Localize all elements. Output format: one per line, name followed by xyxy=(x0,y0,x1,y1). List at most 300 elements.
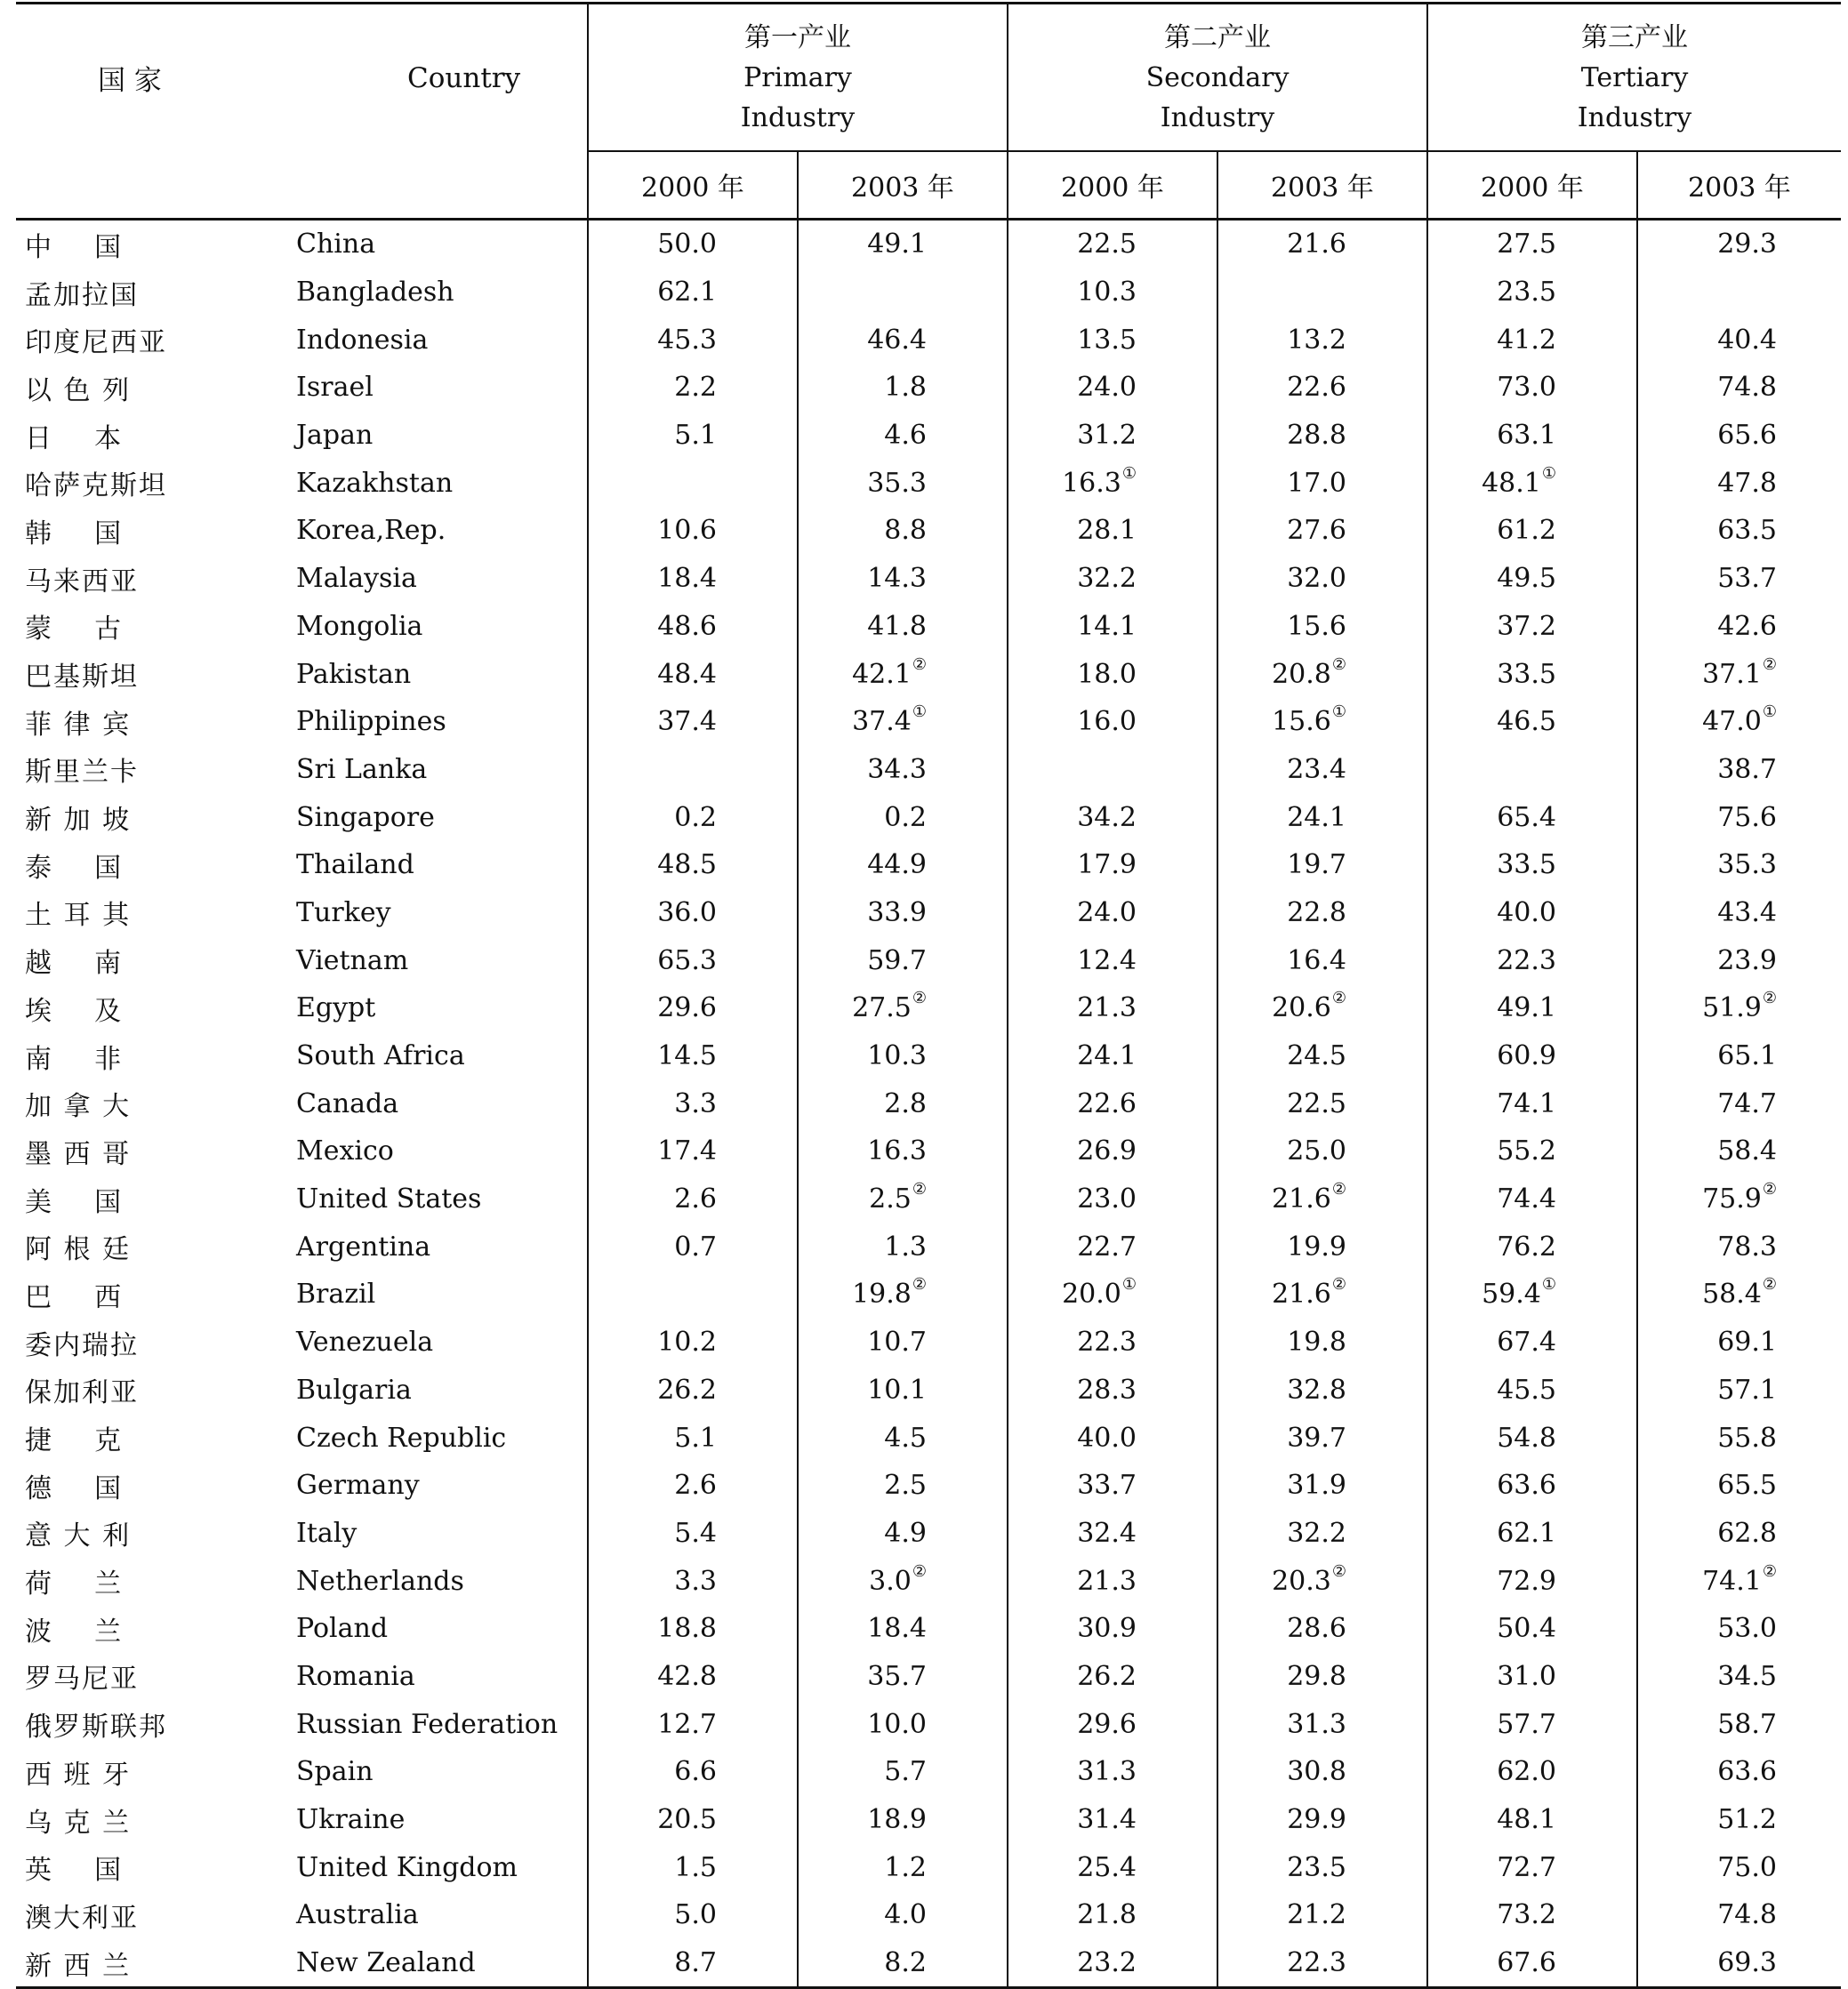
value-cell xyxy=(1637,1653,1841,1701)
country-name-cn: 日 本 xyxy=(25,422,124,454)
country-name-cn: 捷 克 xyxy=(25,1425,124,1457)
value-cell xyxy=(1217,984,1427,1032)
value-cell xyxy=(1427,1367,1637,1415)
value-text: 36.0 xyxy=(657,896,717,928)
country-name-en: Singapore xyxy=(296,801,435,833)
value-cell xyxy=(1427,1462,1637,1510)
value-text: 31.9 xyxy=(1287,1470,1346,1502)
country-name-cn: 越 南 xyxy=(25,948,124,980)
value-cell xyxy=(1217,793,1427,841)
value-cell xyxy=(1008,1175,1217,1223)
value-cell xyxy=(1217,269,1427,317)
value-text: 21.6 xyxy=(1287,229,1346,261)
value-cell xyxy=(1008,793,1217,841)
table-row xyxy=(16,1700,1841,1748)
value-cell xyxy=(1427,1653,1637,1701)
value-cell xyxy=(1637,603,1841,651)
value-text: 31.3 xyxy=(1077,1756,1137,1788)
value-text: 75.9 xyxy=(1702,1183,1762,1215)
value-text: 17.9 xyxy=(1077,849,1137,881)
value-cell xyxy=(798,1367,1008,1415)
value-text: 61.2 xyxy=(1497,515,1556,547)
value-cell xyxy=(1008,364,1217,412)
value-text: 1.5 xyxy=(674,1851,717,1883)
value-text: 37.4 xyxy=(657,706,717,738)
value-cell xyxy=(1217,1271,1427,1319)
value-cell xyxy=(1008,1796,1217,1844)
value-cell xyxy=(1637,1748,1841,1796)
footnote-marker: ② xyxy=(1331,1180,1346,1199)
value-text: 5.4 xyxy=(674,1517,717,1549)
country-name-cn: 委内瑞拉 xyxy=(25,1329,139,1361)
country-name-en: Australia xyxy=(296,1899,419,1931)
value-text: 2.2 xyxy=(674,372,717,404)
value-cell xyxy=(1637,936,1841,984)
value-cell xyxy=(588,889,798,937)
value-text: 60.9 xyxy=(1497,1040,1556,1072)
value-text: 34.2 xyxy=(1077,801,1137,833)
value-text: 24.1 xyxy=(1287,801,1346,833)
value-text: 3.3 xyxy=(674,1565,717,1597)
value-text: 17.0 xyxy=(1287,467,1346,499)
footnote-marker: ② xyxy=(912,1275,927,1295)
value-cell xyxy=(1427,1175,1637,1223)
value-text: 18.0 xyxy=(1077,658,1137,690)
value-text: 48.1 xyxy=(1497,1804,1556,1836)
country-name-cn: 阿 根 廷 xyxy=(25,1234,132,1266)
country-name-en: Thailand xyxy=(296,849,414,881)
country-name-en: Kazakhstan xyxy=(296,467,454,499)
industry-share-table xyxy=(16,2,1841,1989)
value-text: 72.7 xyxy=(1497,1851,1556,1883)
table-row xyxy=(16,1510,1841,1558)
value-cell xyxy=(798,889,1008,937)
value-text: 63.5 xyxy=(1717,515,1777,547)
value-cell xyxy=(1427,1271,1637,1319)
value-text: 10.1 xyxy=(867,1374,927,1406)
country-name-en: Germany xyxy=(296,1470,420,1502)
value-cell xyxy=(798,1319,1008,1367)
value-cell xyxy=(1008,1367,1217,1415)
value-text: 31.3 xyxy=(1287,1708,1346,1740)
value-cell xyxy=(588,220,798,269)
value-cell xyxy=(1217,1510,1427,1558)
country-name-cn: 西 班 牙 xyxy=(25,1759,132,1791)
tertiary-industry-header xyxy=(1427,4,1841,152)
value-text: 26.2 xyxy=(657,1374,717,1406)
country-name-cn: 波 兰 xyxy=(25,1616,124,1648)
table-row xyxy=(16,1271,1841,1319)
value-text: 8.8 xyxy=(884,515,927,547)
value-text: 74.8 xyxy=(1717,1899,1777,1931)
value-text: 48.6 xyxy=(657,610,717,642)
value-cell xyxy=(1637,1032,1841,1080)
value-text: 51.9 xyxy=(1702,992,1762,1024)
value-text: 19.7 xyxy=(1287,849,1346,881)
value-text: 4.6 xyxy=(884,420,927,452)
value-cell xyxy=(1427,364,1637,412)
value-text: 14.3 xyxy=(867,563,927,595)
country-name-cn: 土 耳 其 xyxy=(25,900,132,932)
secondary-industry-en2: Industry xyxy=(1160,101,1275,133)
value-cell xyxy=(798,984,1008,1032)
value-cell xyxy=(1427,746,1637,794)
value-cell xyxy=(1217,316,1427,364)
footnote-marker: ① xyxy=(1762,702,1777,722)
value-cell xyxy=(588,1653,798,1701)
value-cell xyxy=(798,1079,1008,1127)
value-text: 24.1 xyxy=(1077,1040,1137,1072)
table-row xyxy=(16,1653,1841,1701)
table-row xyxy=(16,746,1841,794)
value-cell xyxy=(798,364,1008,412)
value-cell xyxy=(1427,1843,1637,1891)
value-cell xyxy=(1217,650,1427,698)
value-cell xyxy=(1637,555,1841,603)
table-row xyxy=(16,220,1841,269)
value-text: 47.8 xyxy=(1717,467,1777,499)
value-text: 2.6 xyxy=(674,1183,717,1215)
value-text: 50.4 xyxy=(1497,1613,1556,1645)
value-text: 22.5 xyxy=(1077,229,1137,261)
value-text: 19.8 xyxy=(1287,1327,1346,1359)
value-text: 46.5 xyxy=(1497,706,1556,738)
country-name-en: Spain xyxy=(296,1756,374,1788)
value-cell xyxy=(1217,1127,1427,1175)
value-cell xyxy=(1217,936,1427,984)
value-cell xyxy=(1637,507,1841,555)
country-name-cn: 巴基斯坦 xyxy=(25,662,139,694)
year-header: 2000 年 xyxy=(1427,151,1637,220)
country-name-en: Sri Lanka xyxy=(296,753,428,785)
value-text: 23.2 xyxy=(1077,1947,1137,1979)
table-row xyxy=(16,1939,1841,1988)
value-text: 57.1 xyxy=(1717,1374,1777,1406)
value-text: 10.3 xyxy=(867,1040,927,1072)
table-row xyxy=(16,698,1841,746)
value-text: 74.1 xyxy=(1702,1565,1762,1597)
value-text: 25.0 xyxy=(1287,1135,1346,1167)
value-text: 10.7 xyxy=(867,1327,927,1359)
value-cell xyxy=(588,1319,798,1367)
value-cell xyxy=(1217,841,1427,889)
value-cell xyxy=(1008,841,1217,889)
value-text: 23.0 xyxy=(1077,1183,1137,1215)
value-cell xyxy=(798,220,1008,269)
value-cell xyxy=(1427,984,1637,1032)
value-cell xyxy=(1637,1175,1841,1223)
value-cell xyxy=(1427,1079,1637,1127)
footnote-marker: ① xyxy=(1541,1275,1556,1295)
country-name-en: Russian Federation xyxy=(296,1708,558,1740)
value-cell xyxy=(1008,1700,1217,1748)
value-text: 62.8 xyxy=(1717,1517,1777,1549)
value-text: 10.3 xyxy=(1077,277,1137,309)
table-row xyxy=(16,1223,1841,1271)
value-cell xyxy=(798,412,1008,460)
value-text: 22.3 xyxy=(1497,944,1556,976)
country-name-en: New Zealand xyxy=(274,1939,588,1988)
value-cell xyxy=(1008,1748,1217,1796)
country-name-en: Romania xyxy=(296,1660,415,1692)
value-cell xyxy=(798,1223,1008,1271)
value-cell xyxy=(1637,1319,1841,1367)
value-text: 45.5 xyxy=(1497,1374,1556,1406)
value-text: 20.5 xyxy=(657,1804,717,1836)
value-cell xyxy=(588,1462,798,1510)
value-cell xyxy=(798,507,1008,555)
value-text: 41.8 xyxy=(867,610,927,642)
country-name-cn: 罗马尼亚 xyxy=(25,1664,139,1696)
country-name-en: Canada xyxy=(296,1087,399,1119)
value-text: 19.9 xyxy=(1287,1231,1346,1263)
value-cell xyxy=(1008,459,1217,507)
value-cell xyxy=(1427,698,1637,746)
value-text: 5.1 xyxy=(674,1422,717,1454)
value-cell xyxy=(798,1653,1008,1701)
table-row xyxy=(16,1127,1841,1175)
value-cell xyxy=(588,746,798,794)
value-cell xyxy=(588,1557,798,1605)
footnote-marker: ② xyxy=(1331,989,1346,1008)
value-text: 35.3 xyxy=(867,467,927,499)
value-cell xyxy=(1217,412,1427,460)
country-name-en: Philippines xyxy=(296,706,446,738)
tertiary-industry-cn: 第三产业 xyxy=(1581,21,1688,53)
value-text: 3.3 xyxy=(674,1087,717,1119)
value-cell xyxy=(1637,459,1841,507)
value-cell xyxy=(1427,650,1637,698)
value-text: 29.6 xyxy=(1077,1708,1137,1740)
value-cell xyxy=(1008,746,1217,794)
value-text: 0.2 xyxy=(884,801,927,833)
value-cell xyxy=(1637,1127,1841,1175)
value-cell xyxy=(1637,1557,1841,1605)
value-text: 39.7 xyxy=(1287,1422,1346,1454)
country-name-cn: 俄罗斯联邦 xyxy=(25,1712,167,1744)
value-cell xyxy=(1008,1271,1217,1319)
table-row xyxy=(16,316,1841,364)
value-text: 33.5 xyxy=(1497,658,1556,690)
value-cell xyxy=(1217,1079,1427,1127)
value-text: 37.1 xyxy=(1702,658,1762,690)
value-text: 63.6 xyxy=(1497,1470,1556,1502)
value-text: 26.9 xyxy=(1077,1135,1137,1167)
value-cell xyxy=(1427,1796,1637,1844)
country-name-cn: 墨 西 哥 xyxy=(25,1138,132,1170)
value-cell xyxy=(1217,1843,1427,1891)
value-text: 10.0 xyxy=(867,1708,927,1740)
value-cell xyxy=(1427,1510,1637,1558)
country-name-en: Czech Republic xyxy=(296,1422,507,1454)
country-name-cn: 荷 兰 xyxy=(25,1568,124,1600)
value-cell xyxy=(1008,1843,1217,1891)
value-text: 63.6 xyxy=(1717,1756,1777,1788)
year-header: 2000 年 xyxy=(1008,151,1217,220)
value-cell xyxy=(588,1079,798,1127)
value-text: 29.3 xyxy=(1717,229,1777,261)
table-row xyxy=(16,1079,1841,1127)
country-name-cn: 美 国 xyxy=(25,1186,124,1218)
value-cell xyxy=(1217,698,1427,746)
value-cell xyxy=(1217,1557,1427,1605)
value-cell xyxy=(1637,746,1841,794)
value-cell xyxy=(798,1891,1008,1939)
country-name-cn: 印度尼西亚 xyxy=(25,327,167,359)
country-name-en: South Africa xyxy=(296,1040,465,1072)
value-text: 1.2 xyxy=(884,1851,927,1883)
value-text: 50.0 xyxy=(657,229,717,261)
table-row xyxy=(16,1175,1841,1223)
country-name-en: Brazil xyxy=(296,1279,376,1311)
value-cell xyxy=(1008,1891,1217,1939)
value-text: 8.2 xyxy=(884,1947,927,1979)
year-header: 2003 年 xyxy=(798,151,1008,220)
value-cell xyxy=(1637,412,1841,460)
value-cell xyxy=(798,1462,1008,1510)
footnote-marker: ② xyxy=(1762,989,1777,1008)
value-text: 49.1 xyxy=(867,229,927,261)
value-cell xyxy=(1008,1223,1217,1271)
country-name-en: Indonesia xyxy=(296,324,429,356)
value-cell xyxy=(798,1414,1008,1462)
value-text: 57.7 xyxy=(1497,1708,1556,1740)
table-row xyxy=(16,269,1841,317)
value-cell xyxy=(1008,1653,1217,1701)
country-name-cn: 意 大 利 xyxy=(25,1520,132,1552)
value-text: 22.6 xyxy=(1077,1087,1137,1119)
country-name-en: Netherlands xyxy=(296,1565,464,1597)
value-cell xyxy=(588,1939,798,1988)
value-text: 23.5 xyxy=(1287,1851,1346,1883)
value-text: 32.2 xyxy=(1077,563,1137,595)
value-text: 78.3 xyxy=(1717,1231,1777,1263)
value-text: 21.6 xyxy=(1272,1279,1331,1311)
table-row xyxy=(16,1891,1841,1939)
value-text: 13.5 xyxy=(1077,324,1137,356)
value-cell xyxy=(1217,1700,1427,1748)
value-cell xyxy=(1217,364,1427,412)
value-cell xyxy=(1217,220,1427,269)
country-name-en: Malaysia xyxy=(296,563,417,595)
value-cell xyxy=(1217,1891,1427,1939)
value-cell xyxy=(1637,1843,1841,1891)
value-cell xyxy=(1637,841,1841,889)
value-text: 37.4 xyxy=(852,706,912,738)
value-text: 24.0 xyxy=(1077,372,1137,404)
value-text: 5.0 xyxy=(674,1899,717,1931)
value-cell xyxy=(1008,936,1217,984)
table-row xyxy=(16,793,1841,841)
value-text: 51.2 xyxy=(1717,1804,1777,1836)
value-text: 53.7 xyxy=(1717,563,1777,595)
value-text: 12.7 xyxy=(657,1708,717,1740)
value-text: 0.2 xyxy=(674,801,717,833)
value-text: 32.8 xyxy=(1287,1374,1346,1406)
country-name-en: Egypt xyxy=(296,992,376,1024)
value-text: 6.6 xyxy=(674,1756,717,1788)
value-cell xyxy=(1217,889,1427,937)
country-name-cn: 新 加 坡 xyxy=(25,805,132,837)
value-cell xyxy=(1008,650,1217,698)
value-cell xyxy=(1637,698,1841,746)
value-text: 62.1 xyxy=(657,277,717,309)
header-spacer-en xyxy=(274,151,588,220)
value-cell xyxy=(1008,1414,1217,1462)
value-cell xyxy=(798,1032,1008,1080)
value-text: 76.2 xyxy=(1497,1231,1556,1263)
value-text: 74.1 xyxy=(1497,1087,1556,1119)
value-text: 3.0 xyxy=(869,1565,912,1597)
value-cell xyxy=(1008,220,1217,269)
table-row xyxy=(16,1557,1841,1605)
country-name-cn: 以 色 列 xyxy=(25,374,132,406)
country-name-cn: 泰 国 xyxy=(25,852,124,884)
value-text: 38.7 xyxy=(1717,753,1777,785)
value-cell xyxy=(588,1367,798,1415)
value-text: 74.7 xyxy=(1717,1087,1777,1119)
value-cell xyxy=(1637,1510,1841,1558)
value-cell xyxy=(1637,1939,1841,1988)
value-cell xyxy=(1217,1462,1427,1510)
value-cell xyxy=(1008,698,1217,746)
country-name-en: Argentina xyxy=(296,1231,431,1263)
value-cell xyxy=(798,1557,1008,1605)
value-text: 10.6 xyxy=(657,515,717,547)
table-row xyxy=(16,507,1841,555)
value-cell xyxy=(588,1891,798,1939)
value-cell xyxy=(1217,746,1427,794)
value-text: 29.9 xyxy=(1287,1804,1346,1836)
country-name-en: Bangladesh xyxy=(296,277,454,309)
table-row xyxy=(16,936,1841,984)
value-text: 27.6 xyxy=(1287,515,1346,547)
value-text: 1.3 xyxy=(884,1231,927,1263)
footnote-marker: ① xyxy=(1121,463,1137,483)
value-text: 42.8 xyxy=(657,1660,717,1692)
value-cell xyxy=(798,650,1008,698)
value-text: 53.0 xyxy=(1717,1613,1777,1645)
primary-industry-header xyxy=(588,4,1008,152)
value-cell xyxy=(588,1510,798,1558)
value-text: 21.8 xyxy=(1077,1899,1137,1931)
value-text: 20.3 xyxy=(1272,1565,1331,1597)
footnote-marker: ① xyxy=(1331,702,1346,722)
value-text: 20.6 xyxy=(1272,992,1331,1024)
country-name-en: Italy xyxy=(296,1517,358,1549)
country-cn-header: 国 家 xyxy=(16,4,274,152)
table-row xyxy=(16,889,1841,937)
value-cell xyxy=(588,603,798,651)
value-cell xyxy=(798,603,1008,651)
value-cell xyxy=(1217,459,1427,507)
country-name-en: United Kingdom xyxy=(296,1851,518,1883)
value-text: 14.5 xyxy=(657,1040,717,1072)
country-name-en: China xyxy=(296,229,376,261)
value-text: 58.4 xyxy=(1702,1279,1762,1311)
value-cell xyxy=(588,1748,798,1796)
value-cell xyxy=(798,1271,1008,1319)
footnote-marker: ① xyxy=(1121,1275,1137,1295)
value-cell xyxy=(588,1700,798,1748)
country-name-cn: 韩 国 xyxy=(25,517,124,549)
value-cell xyxy=(1427,316,1637,364)
value-text: 62.0 xyxy=(1497,1756,1556,1788)
table-body xyxy=(16,220,1841,1988)
value-text: 48.4 xyxy=(657,658,717,690)
value-text: 19.8 xyxy=(852,1279,912,1311)
value-text: 65.4 xyxy=(1497,801,1556,833)
